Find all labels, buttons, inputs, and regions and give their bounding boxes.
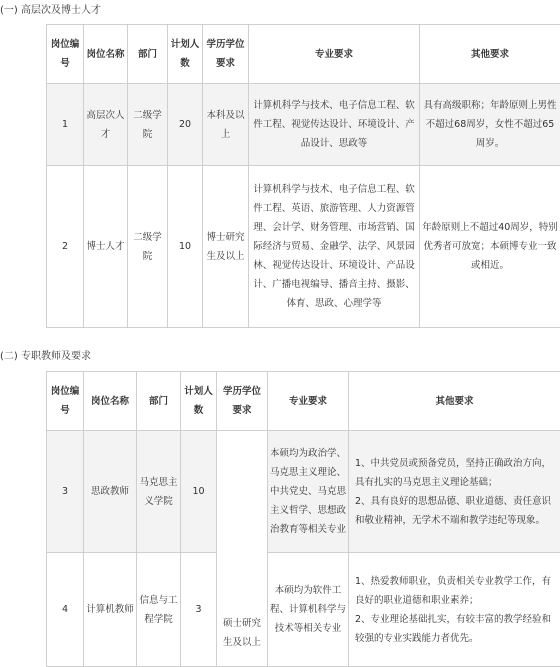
cell-major: 本硕均为软件工程、计算机科学与技术等相关专业 — [268, 553, 349, 667]
cell-department: 信息与工程学院 — [137, 553, 181, 667]
header-position-id: 岗位编号 — [47, 372, 84, 431]
cell-position-name: 计算机教师 — [84, 553, 137, 667]
cell-planned-count: 10 — [181, 431, 217, 553]
header-position-name: 岗位名称 — [84, 25, 128, 84]
cell-major: 本硕均为政治学、马克思主义理论、中共党史、马克思主义哲学、思想政治教育等相关专业 — [268, 431, 349, 553]
cell-major: 计算机科学与技术、电子信息工程、软件工程、视觉传达设计、环境设计、产品设计、思政等 — [249, 84, 420, 166]
cell-position-name: 思政教师 — [84, 431, 137, 553]
header-planned-count: 计划人数 — [168, 25, 203, 84]
header-other: 其他要求 — [420, 25, 560, 84]
table-row — [47, 431, 560, 553]
cell-position-id: 3 — [47, 431, 84, 553]
cell-education: 博士研究生及以上 — [203, 166, 249, 328]
cell-education-shared: 硕士研究生及以上 — [217, 431, 268, 667]
header-education: 学历学位要求 — [203, 25, 249, 84]
table-header-row — [47, 25, 560, 84]
cell-position-id: 2 — [47, 166, 84, 328]
header-major: 专业要求 — [268, 372, 349, 431]
cell-education: 本科及以上 — [203, 84, 249, 166]
header-major: 专业要求 — [249, 25, 420, 84]
header-planned-count: 计划人数 — [181, 372, 217, 431]
cell-major: 计算机科学与技术、电子信息工程、软件工程、英语、旅游管理、人力资源管理、会计学、财务管理、市场营销、国际经济与贸易、金融学、法学、风景园林、视觉传达设计、环境设计、产品设计、广播电视编导、播音主持、摄影、体育、思政、心理学等 — [249, 166, 420, 328]
section-title-high-level-talent: (一) 高层次及博士人才 — [0, 1, 101, 16]
cell-planned-count: 20 — [168, 84, 203, 166]
table-header-row — [47, 372, 560, 431]
section-title-full-time-teachers: (二) 专职教师及要求 — [0, 347, 91, 362]
cell-other: 年龄原则上不超过40周岁，特别优秀者可放宽；本硕博专业一致或相近。 — [420, 166, 560, 328]
cell-other: 1、中共党员或预备党员，坚持正确政治方向，具有扎实的马克思主义理论基础； 2、具有良好的思想品德、职业道德、责任意识和敬业精神，无学术不端和教学违纪等现象。 — [349, 431, 560, 553]
table-row — [47, 553, 560, 667]
cell-other: 具有高级职称；年龄原则上男性不超过68周岁，女性不超过65周岁。 — [420, 84, 560, 166]
cell-department: 二级学院 — [128, 166, 168, 328]
table-row — [47, 166, 560, 328]
header-department: 部门 — [128, 25, 168, 84]
cell-planned-count: 3 — [181, 553, 217, 667]
cell-other: 1、热爱教师职业，负责相关专业教学工作，有良好的职业道德和职业素养； 2、专业理论基础扎实，有较丰富的教学经验和较强的专业实践能力者优先。 — [349, 553, 560, 667]
header-position-id: 岗位编号 — [47, 25, 84, 84]
full-time-teachers-table — [46, 371, 560, 667]
cell-department: 二级学院 — [128, 84, 168, 166]
header-position-name: 岗位名称 — [84, 372, 137, 431]
table-row — [47, 84, 560, 166]
cell-position-name: 博士人才 — [84, 166, 128, 328]
header-other: 其他要求 — [349, 372, 560, 431]
header-department: 部门 — [137, 372, 181, 431]
cell-planned-count: 10 — [168, 166, 203, 328]
header-education: 学历学位要求 — [217, 372, 268, 431]
cell-department: 马克思主义学院 — [137, 431, 181, 553]
cell-position-name: 高层次人才 — [84, 84, 128, 166]
high-level-talent-table — [46, 24, 560, 328]
cell-position-id: 4 — [47, 553, 84, 667]
cell-position-id: 1 — [47, 84, 84, 166]
